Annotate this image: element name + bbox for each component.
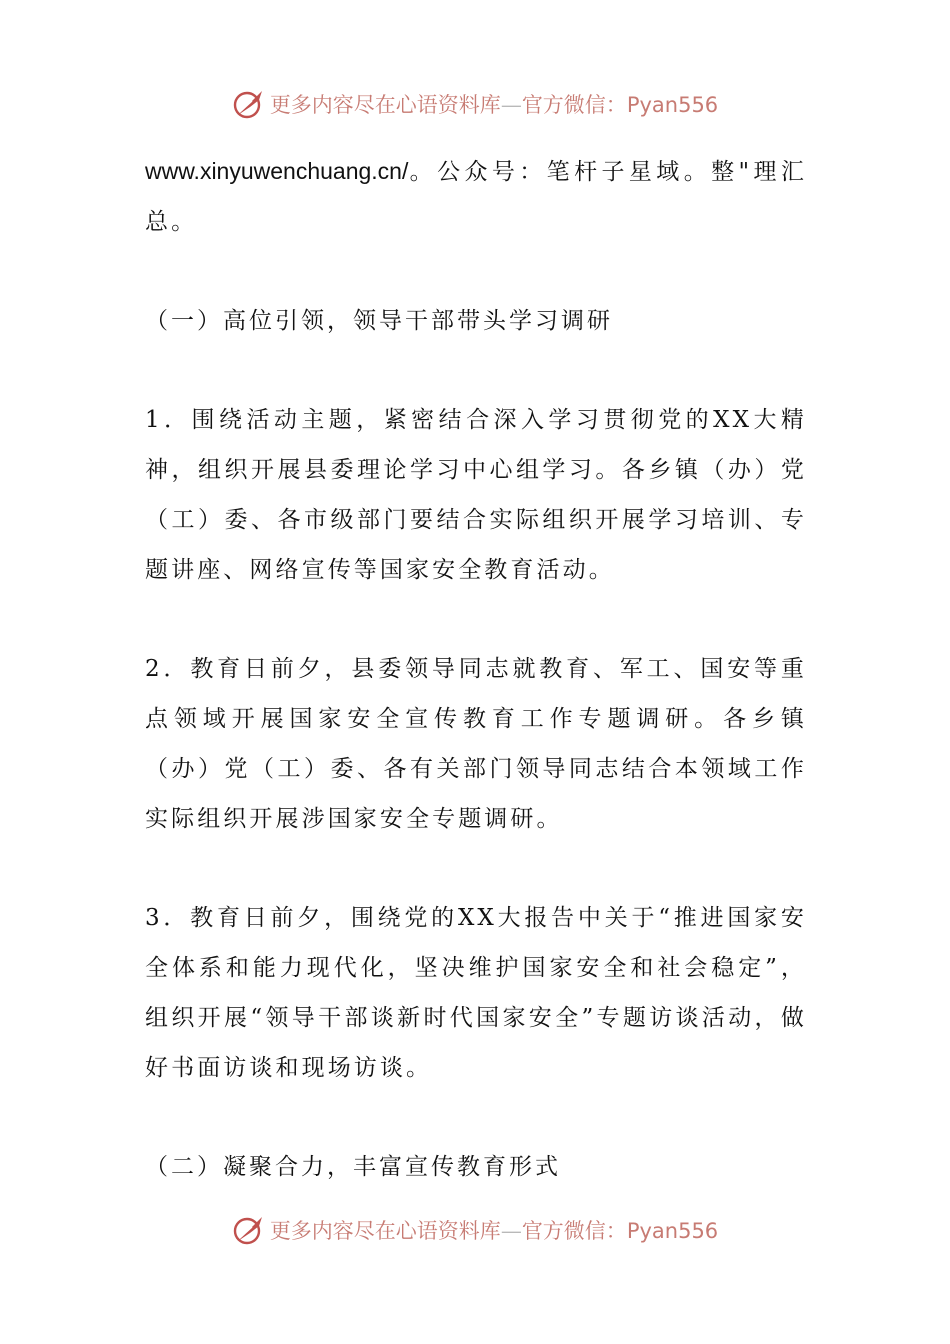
section-heading-2: （二）凝聚合力，丰富宣传教育形式 — [145, 1154, 561, 1180]
watermark-text: 更多内容尽在心语资料库—官方微信：Pyan556 — [269, 1219, 719, 1243]
intro-text: 。公众号：笔杆子星域。整"理汇总。 — [145, 159, 807, 235]
document-body — [145, 146, 807, 1192]
section-heading-1: （一）高位引领，领导干部带头学习调研 — [145, 308, 613, 334]
quill-logo-icon — [232, 1213, 266, 1247]
watermark-text: 更多内容尽在心语资料库—官方微信：Pyan556 — [269, 93, 719, 117]
header-watermark — [0, 84, 950, 124]
list-item-2: 2．教育日前夕，县委领导同志就教育、军工、国安等重点领域开展国家安全宣传教育工作专题调研。各乡镇（办）党（工）委、各有关部门领导同志结合本领域工作实际组织开展涉国家安全专题调研。 — [145, 656, 807, 832]
list-item-1: 1．围绕活动主题，紧密结合深入学习贯彻党的XX大精神，组织开展县委理论学习中心组学习。各乡镇（办）党（工）委、各市级部门要结合实际组织开展学习培训、专题讲座、网络宣传等国家安全教育活动。 — [145, 407, 807, 583]
footer-watermark — [0, 1210, 950, 1250]
intro-paragraph — [145, 146, 807, 247]
intro-url: www.xinyuwenchuang.cn/ — [145, 158, 409, 184]
quill-logo-icon — [232, 87, 266, 121]
list-item-3: 3．教育日前夕，围绕党的XX大报告中关于“推进国家安全体系和能力现代化，坚决维护国家安全和社会稳定”，组织开展“领导干部谈新时代国家安全”专题访谈活动，做好书面访谈和现场访谈。 — [145, 905, 807, 1081]
